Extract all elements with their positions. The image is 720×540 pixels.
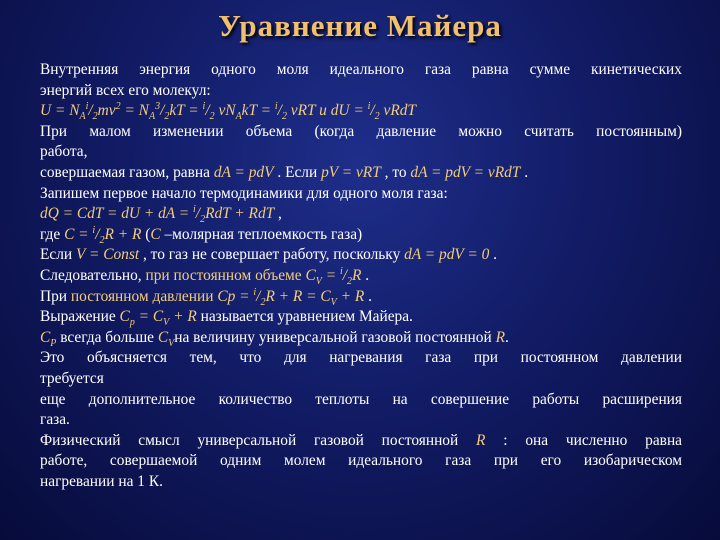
text-segment: . (489, 246, 498, 264)
formula-segment: / (370, 102, 375, 120)
text-line (40, 307, 682, 328)
text-segment: : она численно равна (485, 431, 683, 449)
formula-segment: i (92, 224, 96, 236)
formula-segment: V (330, 296, 337, 308)
formula-segment: R (476, 431, 486, 449)
text-line (40, 390, 682, 411)
formula-segment: 3 (155, 101, 161, 113)
formula-segment: dQ = CdT = dU + dA = (40, 205, 194, 223)
slide-title: Уравнение Майера (218, 8, 502, 43)
text-line (40, 225, 682, 246)
text-line (40, 451, 682, 472)
formula-segment: V (168, 337, 175, 349)
formula-segment: при постоянном объеме (145, 266, 302, 284)
text-segment: . (361, 266, 370, 284)
formula-segment: 2 (92, 111, 98, 123)
text-line (40, 81, 682, 102)
formula-segment: i (367, 101, 371, 113)
formula-segment: P (50, 337, 57, 349)
text-segment: газа. (40, 411, 70, 429)
text-segment: , то (380, 163, 411, 181)
text-segment: . (504, 328, 509, 346)
text-segment: При (40, 287, 71, 305)
text-segment: Это объясняется тем, что для нагревания газа при постоянном давлении (40, 349, 682, 367)
formula-segment: 2 (281, 111, 287, 123)
formula-segment: V = Const (76, 246, 140, 264)
text-line (40, 142, 682, 163)
text-line (40, 472, 682, 493)
formula-segment: 2 (347, 276, 353, 288)
text-segment: еще дополнительное количество теплоты на совершение работы расширения (40, 390, 682, 408)
text-line (40, 245, 682, 266)
formula-segment: = (321, 266, 340, 284)
text-line (40, 369, 682, 390)
formula-segment: / (160, 102, 165, 120)
formula-line (40, 204, 682, 225)
formula-segment: A (148, 111, 156, 123)
formula-segment: / (205, 102, 210, 120)
formula-segment: / (342, 266, 348, 284)
formula-segment: постоянном давлении (70, 287, 214, 305)
text-line (40, 60, 682, 81)
text-segment: требуется (40, 369, 104, 387)
formula-segment: νRT и dU = (286, 102, 368, 120)
formula-segment: C (119, 308, 130, 326)
text-line (40, 287, 682, 308)
formula-segment: R + R = C (265, 287, 331, 305)
formula-segment: C (150, 225, 161, 243)
formula-segment: 2 (209, 111, 215, 123)
formula-segment: R + R (104, 225, 142, 243)
slide-body (40, 60, 682, 492)
text-segment: Физический смысл универсальной газовой постоянной (40, 431, 477, 449)
formula-segment: 2 (374, 111, 380, 123)
text-segment: , (274, 205, 282, 223)
text-line (40, 184, 682, 205)
formula-segment: C (40, 328, 51, 346)
formula-segment: / (256, 287, 261, 305)
formula-segment: + R (169, 308, 197, 326)
text-segment: –молярная теплоемкость газа) (160, 225, 363, 243)
formula-segment: C (305, 266, 316, 284)
formula-segment: i (274, 101, 278, 113)
formula-segment: V (315, 276, 322, 288)
formula-segment: V (163, 317, 170, 329)
formula-segment: νRdT (379, 102, 416, 120)
formula-segment: i (85, 101, 89, 113)
text-segment: где (40, 225, 65, 243)
formula-segment: / (95, 225, 100, 243)
formula-segment: 2 (260, 296, 266, 308)
formula-segment: RdT + RdT (205, 205, 275, 223)
text-line (40, 266, 682, 287)
text-segment: называется уравнением Майера. (196, 308, 413, 326)
formula-segment: C = (64, 225, 93, 243)
formula-segment: dA = pdV (213, 163, 274, 181)
formula-segment: / (88, 102, 93, 120)
formula-segment: p (129, 317, 135, 329)
text-segment: совершаемая газом, равна (40, 163, 214, 181)
text-line (40, 122, 682, 143)
text-segment: работе, совершаемой одним молем идеального газа при его изобарическом (40, 452, 682, 470)
formula-segment: C (157, 328, 169, 346)
formula-segment: R (352, 266, 362, 284)
formula-segment: 2 (164, 111, 170, 123)
text-segment: . Если (273, 163, 322, 181)
text-segment: При малом изменении объема (когда давление можно считать постоянным) (40, 122, 682, 140)
formula-line (40, 101, 682, 122)
formula-segment: i (193, 204, 196, 216)
text-line (40, 431, 682, 452)
text-segment: Внутренняя энергия одного моля идеального газа равна сумме кинетических (40, 61, 682, 78)
text-segment: , то газ не совершает работу, поскольку (139, 246, 405, 264)
text-segment: . (520, 163, 529, 181)
formula-segment: 2 (200, 214, 206, 226)
formula-segment: Cp = (217, 287, 254, 305)
formula-segment: A (79, 111, 86, 123)
formula-segment: νN (214, 102, 236, 120)
formula-segment: R (495, 328, 505, 346)
text-line (40, 163, 682, 184)
formula-segment: i (339, 265, 343, 277)
text-segment: ( (141, 225, 151, 243)
text-segment: Если (40, 246, 76, 264)
text-segment: на величину универсальной газовой постоянной (174, 328, 496, 346)
text-line (40, 328, 682, 349)
formula-segment: i (202, 101, 206, 113)
formula-segment: dA = pdV = 0 (404, 246, 490, 264)
text-segment: Следовательно, (40, 266, 146, 284)
formula-segment: mv (97, 102, 116, 120)
text-segment: Выражение (40, 308, 120, 326)
formula-segment: + R (336, 287, 365, 305)
formula-segment: U = N (40, 102, 80, 120)
formula-segment: A (235, 111, 242, 123)
formula-segment: 2 (99, 234, 105, 246)
text-segment: энергий всех его молекул: (40, 81, 211, 99)
formula-segment: = C (134, 308, 164, 326)
formula-segment: pV = νRT (321, 163, 381, 181)
formula-segment: / (195, 205, 201, 223)
formula-segment: = N (120, 102, 149, 120)
formula-segment: kT = (241, 102, 275, 120)
formula-segment: / (277, 102, 282, 120)
text-segment: Запишем первое начало термодинамики для одного моля газа: (40, 184, 448, 202)
text-line (40, 410, 682, 431)
text-segment: работа, (40, 143, 88, 161)
text-line (40, 348, 682, 369)
formula-segment: kT = (169, 102, 203, 120)
text-segment: всегда больше (56, 328, 158, 346)
text-segment: . (364, 287, 372, 305)
formula-segment: i (253, 286, 257, 298)
formula-segment: 2 (115, 101, 121, 113)
text-segment: нагревании на 1 К. (40, 472, 163, 490)
formula-segment: dA = pdV = νRdT (410, 163, 521, 181)
